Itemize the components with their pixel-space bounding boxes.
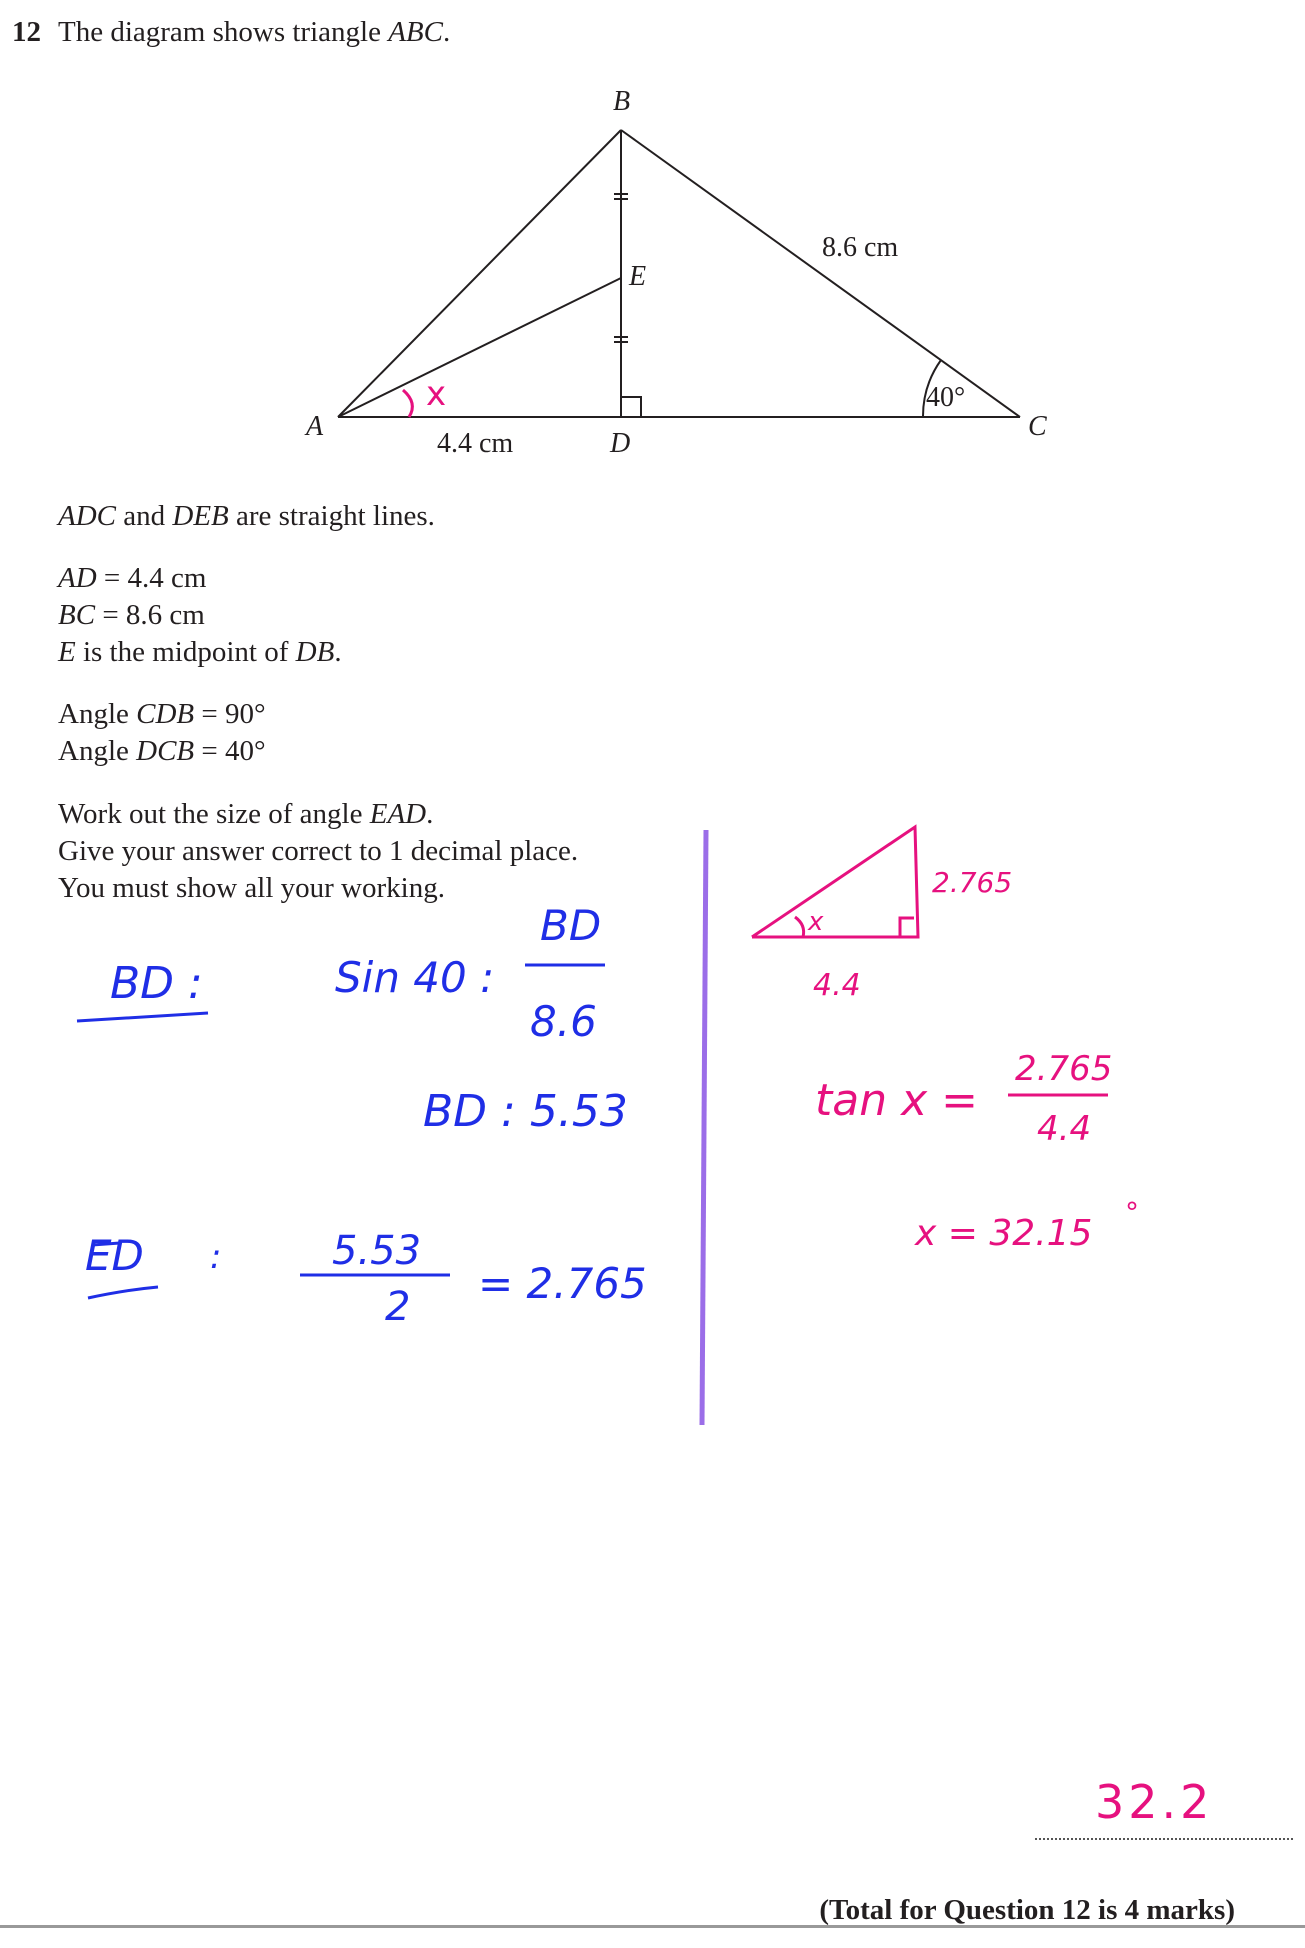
line-ae [338,278,621,417]
ed-colon: : [210,1237,222,1277]
sketch-angle-x: x [808,907,824,937]
question-title: The diagram shows triangle ABC. [58,16,451,48]
ed-denominator: 2 [385,1284,411,1330]
tan-expression: tan x = [815,1075,978,1126]
answer-value: 32.2 [1095,1775,1214,1829]
label-bc-length: 8.6 cm [822,232,899,263]
tan-denominator: 4.4 [1037,1109,1092,1149]
ed-label: ED [85,1231,144,1280]
ed-numerator: 5.53 [332,1228,422,1274]
statement-angle-dcb: Angle DCB = 40° [58,735,266,767]
angle-x-annotation [403,390,412,417]
label-a: A [306,411,324,442]
statement-straight-lines: ADC and DEB are straight lines. [58,500,435,532]
answer-line [1035,1838,1293,1840]
statement-midpoint: E is the midpoint of DB. [58,636,342,668]
label-ad-length: 4.4 cm [437,428,514,459]
right-angle-mark [621,397,641,417]
sketch-triangle [752,827,918,937]
question-number: 12 [12,16,41,48]
label-d: D [610,428,631,459]
statement-bc: BC = 8.6 cm [58,599,205,631]
page-bottom-rule [0,1925,1305,1928]
working-right [807,866,1139,1254]
instruction-decimal: Give your answer correct to 1 decimal place. [58,835,579,867]
label-angle-c: 40° [926,382,966,413]
statement-ad: AD = 4.4 cm [58,562,207,594]
ed-overbar [92,1243,120,1245]
label-b: B [613,86,631,117]
x-result: x = 32.15 [915,1213,1093,1254]
bd-label: BD : [110,958,203,1009]
bd-underline [77,1013,208,1021]
tan-numerator: 2.765 [1015,1049,1113,1089]
sin-expression: Sin 40 : [335,953,495,1002]
angle-x-label: x [426,374,447,414]
side-ab [338,130,621,417]
statement-angle-cdb: Angle CDB = 90° [58,698,266,730]
bd-result: BD : 5.53 [423,1086,628,1137]
fraction-denominator: 8.6 [530,997,597,1046]
label-c: C [1028,411,1047,442]
fraction-numerator: BD [540,901,602,950]
label-e: E [629,261,647,292]
ed-underline [88,1287,158,1298]
ed-result: = 2.765 [478,1259,647,1308]
instruction-work-out: Work out the size of angle EAD. [58,798,434,830]
degree-mark: ° [1125,1196,1139,1229]
working-divider [702,830,706,1425]
total-marks: (Total for Question 12 is 4 marks) [819,1894,1235,1926]
side-bc [621,130,1020,417]
instruction-show-working: You must show all your working. [58,872,445,904]
sketch-side-label: 2.765 [932,866,1013,899]
sketch-base-label: 4.4 [813,968,861,1003]
